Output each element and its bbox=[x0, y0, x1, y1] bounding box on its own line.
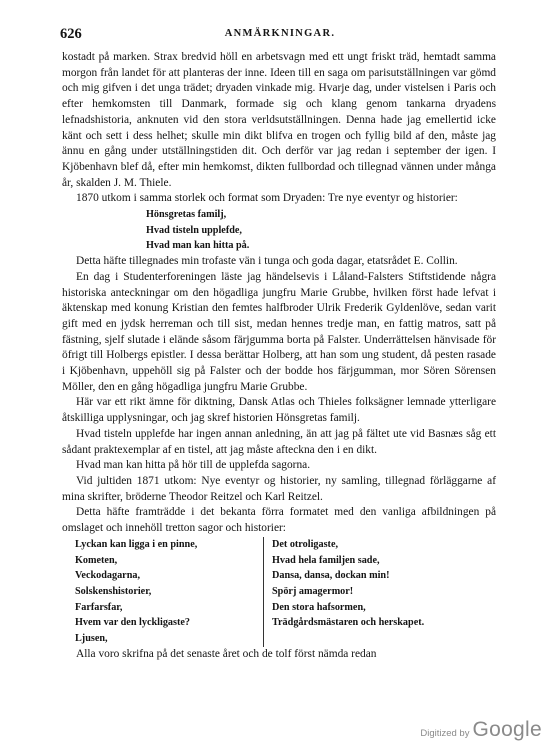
paragraph-thistle: Hvad tisteln upplefde har ingen annan anledning, än att jag på fältet ute vid Basnæs såg ett sådant praktexemplar af en tistel, att jag måste afteckna den i en dikt. bbox=[62, 427, 496, 456]
paragraph-rich-subject: Här var ett rikt ämne för diktning, Dansk Atlas och Thieles folksägner lemnade ytterligare åtskilliga upplysningar, och jag skref historien Hönsgretas familj. bbox=[62, 396, 496, 425]
list-item: Hvem var den lyckligaste? bbox=[75, 617, 190, 629]
list-item: Hönsgretas familj, bbox=[146, 209, 227, 221]
list-item: Lyckan kan ligga i en pinne, bbox=[75, 538, 198, 550]
paragraph-1870-edition: 1870 utkom i samma storlek och format som Dryaden: Tre nye eventyr og historier: bbox=[76, 192, 458, 205]
story-list-1871 bbox=[75, 537, 496, 647]
list-item: Hvad tisteln upplefde, bbox=[146, 224, 242, 236]
list-item: Farfarsfar, bbox=[75, 601, 123, 613]
paragraph-what-one-can-find: Hvad man kan hitta på hör till de upplefda sagorna. bbox=[76, 459, 311, 472]
paragraph-1871-edition: Vid jultiden 1871 utkom: Nye eventyr og historier, ny samling, tillegnad förläggarne af mina skrifter, bröderne Theodor Reitzel och Karl Reitzel. bbox=[62, 474, 496, 503]
digitized-watermark bbox=[420, 718, 542, 742]
list-item: Det otroligaste, bbox=[272, 538, 339, 550]
paragraph-dedication: Detta häfte tillegnades min trofaste vän i tunga och goda dagar, etatsrådet E. Collin. bbox=[76, 255, 458, 268]
page-body bbox=[62, 50, 496, 662]
page-header bbox=[60, 26, 500, 44]
paragraph-closing: Alla voro skrifna på det senaste året och de tolf först nämda redan bbox=[76, 647, 377, 660]
google-logo: Google bbox=[472, 718, 542, 741]
page-number: 626 bbox=[60, 26, 82, 42]
watermark-prefix: Digitized by bbox=[420, 728, 470, 739]
list-item: Ljusen, bbox=[75, 633, 108, 645]
running-head: ANMÄRKNINGAR. bbox=[224, 28, 336, 39]
story-list-right-column bbox=[263, 537, 460, 647]
list-item: Kometen, bbox=[75, 554, 118, 566]
list-item: Dansa, dansa, dockan min! bbox=[272, 570, 390, 582]
story-list-1870 bbox=[146, 207, 496, 254]
story-list-left-column bbox=[75, 537, 263, 647]
paragraph-format: Detta häfte framträdde i det bekanta förra formatet med den vanliga afbildningen på omslaget och innehöll tretton sagor och historier: bbox=[62, 506, 496, 535]
list-item: Spörj amagermor! bbox=[272, 585, 354, 597]
list-item: Veckodagarna, bbox=[75, 570, 140, 582]
list-item: Solskenshistorier, bbox=[75, 585, 152, 597]
list-item: Hvad man kan hitta på. bbox=[146, 240, 250, 252]
list-item: Trädgårdsmästaren och herskapet. bbox=[272, 617, 425, 629]
list-item: Den stora hafsormen, bbox=[272, 601, 366, 613]
list-item: Hvad hela familjen sade, bbox=[272, 554, 380, 566]
paragraph-dryad-origin: kostadt på marken. Strax bredvid höll en arbetsvagn med ett ungt friskt träd, hemtadt samma morgon från landet för att planteras der inne. Ideen till en saga om parisutställningen var gömd och mig gifven i det unga trädet; dryaden vinkade mig. Hvarje dag, under vistelsen i Paris och efter hemkomsten till Danmark, formade sig och klang genom tankarna dryadens lefnadshistoria, anknuten vid den stora verldsutställningen. Denna hade jag emellertid icke känt och sett i dess helhet; skulle min dikt blifva en trogen och fyllig bild af den, måste jag ännu en gång under utställningstiden dit. Och derför var jag redan i september der igen. I Kjöbenhavn blef då, efter min hemkomst, dikten fullbordad och tillegnad vännen under många år, skalden J. M. Thiele. bbox=[62, 51, 496, 189]
paragraph-marie-grubbe: En dag i Studenterforeningen läste jag händelsevis i Låland-Falsters Stiftstidende några historiska anteckningar om den högadliga jungfru Marie Grubbe, hvilken först hade lefvat i äktenskap med konung Kristian den femtes halfbroder Ulrik Frederik Gyldenlöve, sedan varit gift med en jydsk herreman och till sist, medan hennes tredje man, en fattig matros, satt på fästning, sjelf slutade i elände såsom färjgumma borta på Falster. Underrättelsen hänvisade för öfrigt till Holbergs epistler. I dessa berättar Holberg, att han som ung student, då pesten rasade i Kjöbenhavn, uppehöll sig på Falster och der bodde hos färjgumman, mor Sören Sörensen Möller, den en gång högadliga jungfru Marie Grubbe. bbox=[62, 270, 496, 393]
